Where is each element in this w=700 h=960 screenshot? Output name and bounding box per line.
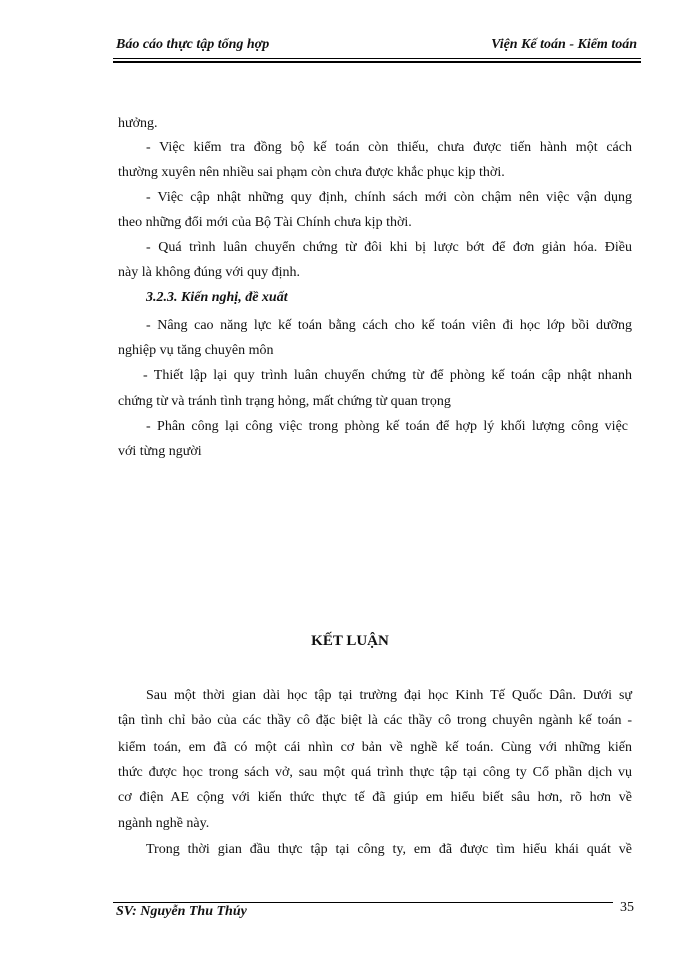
header-report-title: Báo cáo thực tập tổng hợp bbox=[116, 37, 270, 52]
recommendation-1-line-1: - Nâng cao năng lực kế toán bằng cách cho kế toán viên đi học lớp bồi dưỡng bbox=[146, 318, 632, 333]
body-line-continued: hưởng. bbox=[118, 116, 158, 131]
conclusion-title: KẾT LUẬN bbox=[311, 633, 389, 649]
limitation-3-line-2: này là không đúng với quy định. bbox=[118, 265, 300, 280]
recommendation-2-line-1: - Thiết lập lại quy trình luân chuyển chứng từ để phòng kế toán cập nhật nhanh bbox=[143, 368, 632, 383]
header-rule-thin bbox=[113, 58, 641, 59]
footer-student-name: SV: Nguyễn Thu Thúy bbox=[116, 904, 247, 919]
page-number: 35 bbox=[620, 900, 634, 915]
conclusion-p1-line-5: cơ điện AE cộng với kiến thức thực tế đã giúp em hiểu biết sâu hơn, rõ hơn về bbox=[118, 790, 632, 805]
recommendation-2-line-2: chứng từ và tránh tình trạng hỏng, mất chứng từ quan trọng bbox=[118, 394, 451, 409]
recommendation-3-line-1: - Phân công lại công việc trong phòng kế toán để hợp lý khối lượng công việc bbox=[146, 419, 628, 434]
recommendation-3-line-2: với từng người bbox=[118, 444, 202, 459]
conclusion-p1-line-6: ngành nghề này. bbox=[118, 816, 210, 831]
subheading-recommendations: 3.2.3. Kiến nghị, đề xuất bbox=[146, 290, 288, 305]
limitation-3-line-1: - Quá trình luân chuyển chứng từ đôi khi bị lược bớt để đơn giản hóa. Điều bbox=[146, 240, 632, 255]
limitation-1-line-1: - Việc kiểm tra đồng bộ kế toán còn thiếu, chưa được tiến hành một cách bbox=[146, 140, 632, 155]
header-institute: Viện Kế toán - Kiểm toán bbox=[491, 37, 637, 52]
limitation-2-line-1: - Việc cập nhật những quy định, chính sách mới còn chậm nên việc vận dụng bbox=[146, 190, 632, 205]
conclusion-p1-line-1: Sau một thời gian dài học tập tại trường đại học Kinh Tế Quốc Dân. Dưới sự bbox=[146, 688, 632, 703]
limitation-2-line-2: theo những đổi mới của Bộ Tài Chính chưa kịp thời. bbox=[118, 215, 412, 230]
footer-rule bbox=[113, 902, 613, 903]
limitation-1-line-2: thường xuyên nên nhiều sai phạm còn chưa được khắc phục kịp thời. bbox=[118, 165, 505, 180]
header-rule-thick bbox=[113, 61, 641, 63]
conclusion-p1-line-4: thức được học trong sách vở, sau một quá trình thực tập tại công ty Cổ phần dịch vụ bbox=[118, 765, 632, 780]
recommendation-1-line-2: nghiệp vụ tăng chuyên môn bbox=[118, 343, 274, 358]
conclusion-p1-line-3: kiểm toán, em đã có một cái nhìn cơ bản về nghề kế toán. Cùng với những kiến bbox=[118, 740, 632, 755]
conclusion-p2-line-1: Trong thời gian đầu thực tập tại công ty, em đã được tìm hiểu khái quát về bbox=[146, 842, 632, 857]
conclusion-p1-line-2: tận tình chỉ bảo của các thầy cô đặc biệt là các thầy cô trong chuyên ngành kế toán - bbox=[118, 713, 632, 728]
